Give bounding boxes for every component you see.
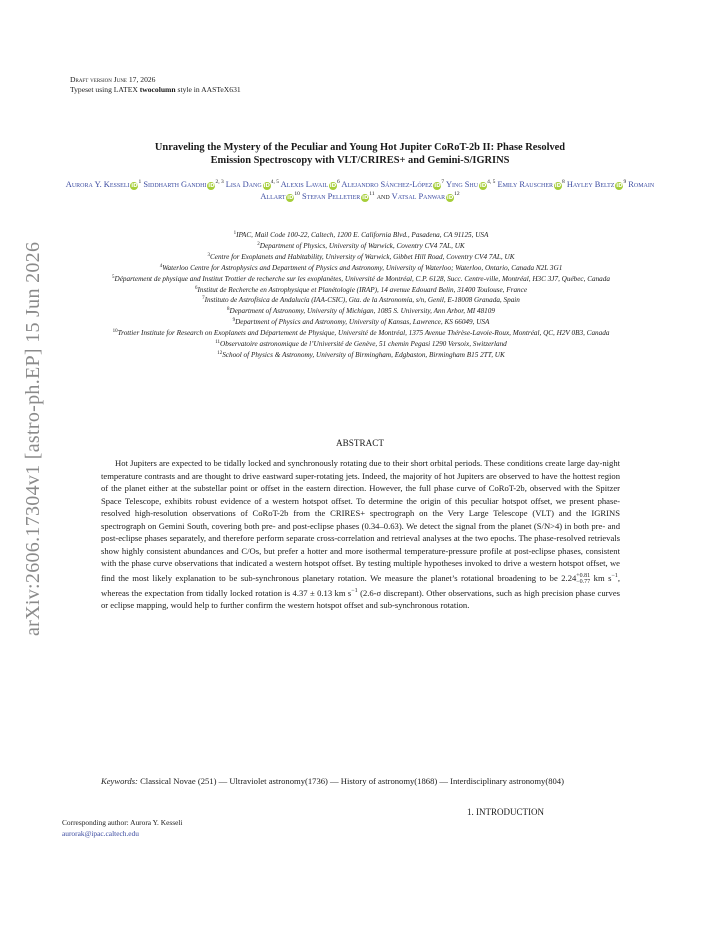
title-line-1: Unraveling the Mystery of the Peculiar and Young Hot Jupiter CoRoT-2b II: Phase Resolved [154, 142, 566, 153]
affiliation-number: 4 [159, 263, 163, 269]
affiliation-number: 9 [232, 318, 236, 324]
draft-date: June 17, 2026 [113, 75, 156, 84]
affiliation-item [55, 263, 667, 273]
orcid-icon[interactable]: iD [434, 183, 441, 189]
affiliation-text: Département de physique and Institut Trottier de recherche sur les exoplanètes, Université de Montréal, C.P. 6128, Succ. Centre-ville, Montréal, H3C 3J7, Québec, Canada [114, 274, 610, 283]
keywords-text: Classical Novae (251) — Ultraviolet astronomy(1736) — History of astronomy(1868) — Interdisciplinary astronomy(804) [140, 776, 564, 786]
affiliation-number: 3 [207, 252, 210, 258]
section-heading-introduction: 1. INTRODUCTION [467, 807, 544, 817]
orcid-icon[interactable]: iD [362, 195, 369, 202]
affiliation-text: Department of Physics, University of Warwick, Coventry CV4 7AL, UK [259, 241, 465, 250]
affiliation-text: School of Physics & Astronomy, University of Birmingham, Edgbaston, Birmingham B15 2TT, UK [222, 350, 505, 359]
affiliation-number: 1 [233, 231, 237, 236]
affiliation-item [55, 285, 667, 295]
abstract-text-1: Hot Jupiters are expected to be tidally locked and synchronously rotating due to their short orbital periods. These conditions create large day-night temperature contrasts and are thought to drive eastward super-rotating jets. Indeed, the majority of hot Jupiters are observed to have the hottest region of the planet either at the substellar point or offset in the eastern direction. However, the full phase curve of CoRoT-2b, observed with the Spitzer Space Telescope, exhibits robust evidence of a western hotspot offset. To determine the origin of this peculiar hotspot offset, we present phase-resolved high-resolution observations of CoRoT-2b from the CRIRES+ spectrograph on the Very Large Telescope (VLT) and the IGRINS spectrograph on Gemini South, covering both pre- and post-eclipse phases (0.34–0.63). We detect the signal from the planet (S/N>4) in both pre- and post-eclipse phases separately, and therefore perform separate cross-correlation and retrieval analyses at the two epochs. The phase-resolved retrievals show highly consistent abundances and C/Os, but prefer a hotter and more isothermal temperature-pressure profile at post-eclipse phases, consistent with the phase curve observations that indicated a western hotspot offset. By testing multiple hypotheses invoked to drive a western hotspot offset, we find the most likely explanation to be sub-synchronous planetary rotation. We measure the planet’s rotational broadening to be 2.24 [101, 458, 620, 583]
affiliation-text: Waterloo Centre for Astrophysics and Department of Physics and Astronomy, University of Waterloo; Waterloo, Ontario, Canada N2L 3G1 [162, 263, 563, 272]
author-name[interactable]: Aurora Y. Kesseli [65, 180, 130, 189]
orcid-icon[interactable]: iD [263, 183, 270, 189]
affiliation-item [55, 350, 667, 360]
affiliation-item [55, 339, 667, 349]
affiliation-item [55, 328, 667, 338]
affiliation-number: 7 [202, 296, 205, 302]
orcid-icon[interactable]: iD [479, 183, 487, 189]
affiliation-text: Institut de Recherche en Astrophysique et Planétologie (IRAP), 14 avenue Edouard Belin, 31400 Toulouse, France [197, 285, 528, 294]
affiliation-text: Trottier Institute for Research on Exoplanets and Département de Physique, Université de Montréal, 1375 Avenue Thérèse-Lavoie-Roux, Montréal, QC, H2V 0B3, Canada [117, 329, 610, 338]
latex-logo: LATEX [113, 85, 138, 94]
affiliation-number: 10 [112, 329, 118, 335]
author-name[interactable]: Alexis Lavail [280, 180, 328, 189]
abstract-text-4: (2.6-σ discrepant). Other observations, such as high precision phase curves or eclipse mapping, would help to further confirm the western hotspot offset and sub-synchronous rotation. [101, 587, 620, 611]
affiliation-text: Instituto de Astrofísica de Andalucía (IAA-CSIC), Gta. de la Astronomía, s/n, Genil, E-18008 Granada, Spain [204, 296, 520, 305]
affiliation-text: IPAC, Mail Code 100-22, Caltech, 1200 E. California Blvd., Pasadena, CA 91125, USA [236, 231, 489, 239]
paper-title [60, 141, 660, 167]
author-name[interactable]: Ying Shu [445, 180, 479, 189]
affiliation-number: 2 [257, 241, 260, 247]
author-affiliation-marker: 7 [441, 179, 445, 185]
affiliation-number: 8 [227, 307, 230, 313]
affiliation-number: 6 [194, 285, 198, 291]
author-affiliation-marker: 1 [138, 179, 142, 185]
affiliation-number: 12 [217, 350, 223, 356]
author-affiliation-marker: 4, 5 [487, 179, 496, 185]
unit-exponent-2: −1 [351, 587, 358, 594]
author-affiliation-marker: 10 [294, 191, 300, 198]
author-email-link[interactable]: aurorak@ipac.caltech.edu [62, 829, 139, 838]
author-list [55, 179, 665, 203]
orcid-icon[interactable]: iD [554, 183, 562, 189]
typeset-line [70, 85, 241, 95]
author-name[interactable]: Emily Rauscher [497, 180, 553, 189]
orcid-icon[interactable]: iD [131, 183, 138, 189]
author-affiliation-marker: 6 [336, 179, 340, 185]
orcid-icon[interactable]: iD [446, 195, 454, 202]
affiliation-item [55, 252, 667, 262]
affiliation-item [55, 306, 667, 316]
author-affiliation-marker: 12 [454, 191, 460, 198]
orcid-icon[interactable]: iD [208, 183, 215, 189]
affiliation-item [55, 241, 667, 251]
unit-exponent-1: −1 [611, 572, 618, 579]
authors-and: and [376, 192, 390, 202]
author-affiliation-marker: 4, 5 [270, 179, 279, 185]
typeset-prefix: Typeset using [70, 85, 112, 94]
author-affiliation-marker: 11 [369, 191, 375, 198]
keywords [101, 775, 677, 788]
orcid-icon[interactable]: iD [287, 195, 294, 202]
affiliation-item [55, 274, 667, 284]
title-line-2: Emission Spectroscopy with VLT/CRIRES+ and Gemini-S/IGRINS [210, 155, 510, 166]
affiliation-text: Department of Physics and Astronomy, University of Kansas, Lawrence, KS 66049, USA [235, 318, 490, 327]
affiliation-item [55, 317, 667, 327]
affiliation-item [55, 295, 667, 305]
affiliation-number: 11 [215, 340, 221, 346]
affiliation-item [55, 230, 667, 240]
corresponding-author: Corresponding author: Aurora Y. Kesseli [62, 818, 183, 827]
abstract-text-3: , whereas the expectation from tidally locked rotation is 4.37 ± 0.13 km s [101, 572, 620, 598]
draft-label: Draft version [70, 75, 112, 84]
author-affiliation-marker: 9 [623, 179, 627, 185]
affiliation-text: Observatoire astronomique de l’Université de Genève, 51 chemin Pegasi 1290 Versoix, Switzerland [220, 340, 507, 349]
author-name[interactable]: Vatsal Panwar [391, 192, 446, 202]
abstract-body [101, 457, 620, 612]
author-name[interactable]: Stefan Pelletier [302, 192, 361, 202]
author-name[interactable]: Romain Allart [260, 180, 655, 202]
author-affiliation-marker: 2, 3 [215, 179, 224, 185]
arxiv-stamp [22, 236, 42, 636]
broadening-lower: −0.77 [576, 578, 591, 585]
keywords-label: Keywords: [101, 776, 138, 786]
typeset-style: twocolumn [139, 85, 176, 94]
author-name[interactable]: Siddharth Gandhi [143, 180, 207, 189]
author-name[interactable]: Hayley Beltz [566, 180, 615, 189]
arxiv-id: arXiv:2606.17304v1 [astro-ph.EP] 15 Jun 2026 [22, 241, 44, 636]
broadening-uncertainty [576, 573, 590, 585]
draft-version-line [70, 75, 155, 85]
author-name[interactable]: Lisa Dang [225, 180, 262, 189]
orcid-icon[interactable]: iD [616, 183, 623, 189]
abstract-text-2: km s [590, 572, 612, 583]
author-affiliation-marker: 8 [561, 179, 565, 185]
affiliation-text: Centre for Exoplanets and Habitability, University of Warwick, Gibbet Hill Road, Coventry CV4 7AL, UK [209, 252, 515, 261]
author-name[interactable]: Alejandro Sánchez-López [341, 180, 433, 189]
abstract-heading: ABSTRACT [336, 438, 384, 448]
broadening-upper: +0.81 [576, 572, 591, 579]
orcid-icon[interactable]: iD [329, 183, 337, 189]
affiliation-text: Department of Astronomy, University of Michigan, 1085 S. University, Ann Arbor, MI 48109 [229, 307, 495, 316]
affiliation-number: 5 [112, 274, 115, 280]
affiliation-list [55, 230, 667, 361]
typeset-suffix: style in AASTeX631 [177, 85, 241, 94]
